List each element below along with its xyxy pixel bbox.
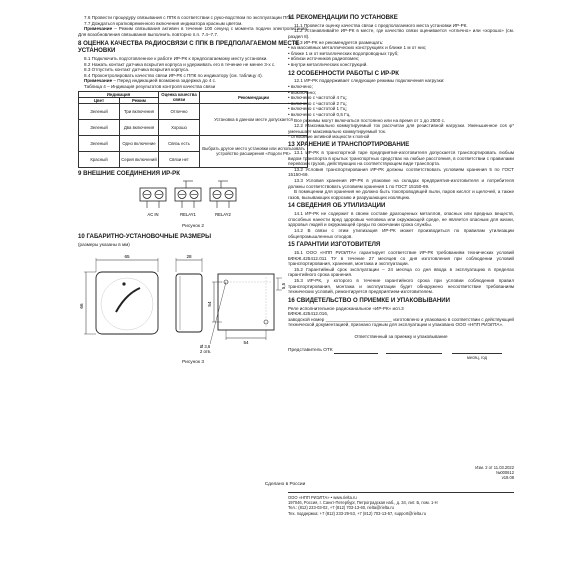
terminal-relay2 xyxy=(210,181,236,208)
dim-54-horizontal: 54 xyxy=(243,339,249,345)
doc-code: №000612 xyxy=(495,469,514,475)
name-line xyxy=(386,353,442,354)
label-ac-in: AC IN xyxy=(147,212,159,218)
s12-line: 12.1 ИР-РК поддерживает следующие режимы подключения нагрузки: xyxy=(294,78,445,84)
dim-hole-count: 2 отв. xyxy=(200,348,212,354)
dimension-drawing xyxy=(78,248,308,360)
s12-bullet: • включено с частотой 2 Гц; xyxy=(288,100,347,106)
company-support: Тех. поддержка: +7 (812) 233-29-53, +7 (812) 703-13-57, support@rielta.ru xyxy=(288,510,427,516)
s8-line: 8.1 Подключить подготовленное к работе ИР-РК к предполагаемому месту установки. xyxy=(84,55,268,61)
s16-line: Реле исполнительное радиоканальное «ИР-РК» исп.3 xyxy=(288,305,404,311)
note-1 xyxy=(78,26,308,37)
cell-mode: Два включения xyxy=(120,119,159,135)
cell-mode: Одно включение xyxy=(120,135,159,151)
date-line xyxy=(452,353,502,354)
s14-line: 14.1 ИР-РК не содержит в своем составе драгоценных металлов, опасных или вредных веществ, способных нанести вред здоровью человека или окружающей среде, не является опасным для жизни, здоровья людей и окружающей среды по окончании срока службы. xyxy=(288,211,514,228)
intro-7-6: 7.6 Провести процедуру связывания с ППК в соответствии с руко-водством по эксплуатации ППК. xyxy=(84,15,294,20)
table-row xyxy=(79,135,308,151)
made-in-russia: Сделано в России xyxy=(264,482,306,487)
s12-bullet: • включено с частотой 0,5 Гц. xyxy=(288,111,351,117)
s11-line: 11.2 Устанавливайте ИР-РК в месте, где качество связи оценивается «отлично» или «хорошо» (см. раздел 8). xyxy=(288,28,514,39)
s13-line: 13.3 Условия хранения ИР-РК в упаковке на складах предприятия-изготовителя и потребителя должны соответствовать условиям хранения 1 по ГОСТ 15150-69. xyxy=(288,178,514,189)
date-caption: месяц, год xyxy=(467,354,487,360)
th-mode: Режим xyxy=(120,97,159,103)
mount-view xyxy=(200,274,286,354)
dim-54-vertical: 54 xyxy=(207,301,212,307)
label-relay2: RELAY2 xyxy=(215,212,231,218)
cell-quality: Хорошо xyxy=(159,119,200,135)
cell-color: Зеленый xyxy=(79,119,120,135)
company-name: ООО «НПП РИЭЛТА» • www.rielta.ru xyxy=(288,495,357,500)
section-13-title: 13 ХРАНЕНИЕ И ТРАНСПОРТИРОВАНИЕ xyxy=(288,141,410,149)
s12-bullet: • выключено; xyxy=(288,89,317,95)
terminal-ac-in xyxy=(140,188,166,208)
cell-quality: Отлично xyxy=(159,103,200,119)
s13-line: 13.1 ИР-РК в транспортной таре предприятия-изготовителя допускается транспортировать любым видом транспорта в крытых транспортных средствах на любые расстояния, в соответствии с правилами перевозки грузов, действующих на соответствующем виде транспорта. xyxy=(288,150,514,167)
front-view xyxy=(79,254,158,334)
signature-line xyxy=(334,353,378,354)
note-1-text: – Режим связывания активен в течение 100 секунд с момента подачи электропитания. Для возобновления связывания выполнить повторно п.п. 7.4–7.7. xyxy=(78,26,308,37)
company-block xyxy=(288,495,514,516)
dim-hole-diameter: Ø 3,6 xyxy=(200,343,211,349)
cell-reco-1: Установка в данном месте допускается xyxy=(200,103,308,135)
cell-quality: Связь есть xyxy=(159,135,200,151)
s11-bullet: • внутри металлических конструкций. xyxy=(288,61,368,67)
s15-line: 15.2 Гарантийный срок эксплуатации – 24 месяца со дня ввода в эксплуатацию в пределах гарантийного срока хранения. xyxy=(288,266,514,278)
s13-line: В помещении для хранения не должно быть токопроводящей пыли, паров кислот и щелочей, а также газов, вызывающих коррозию и разрушающих изоляцию. xyxy=(288,189,514,200)
footer-divider xyxy=(288,492,514,493)
note-2-label: Примечание xyxy=(84,78,113,84)
s12-bullet: • включено; xyxy=(288,83,313,89)
s12-bullet: • включено с частотой 4 Гц; xyxy=(288,95,347,101)
terminal-diagram xyxy=(78,178,308,224)
s11-line: 11.3 ИР-РК не рекомендуется размещать: xyxy=(294,39,384,45)
s11-bullet: • на массивных металлических конструкциях и ближе 1 м от них; xyxy=(288,45,427,51)
cell-mode: Три включения xyxy=(120,103,159,119)
s12-line: 12.2 Максимально коммутируемый ток рассчитан для резистивной нагрузки. Уменьшенное cos φ* уменьшает максимально коммутируемый ток. xyxy=(288,123,514,134)
note-1-label: Примечание xyxy=(84,26,113,32)
section-15-title: 15 ГАРАНТИИ ИЗГОТОВИТЕЛЯ xyxy=(288,241,381,249)
left-column xyxy=(78,15,308,370)
figure-3 xyxy=(78,248,308,370)
section-11-title: 11 РЕКОМЕНДАЦИИ ПО УСТАНОВКЕ xyxy=(288,14,398,21)
s11-bullet: • ближе 1 м от металлических водопроводных труб; xyxy=(288,50,399,56)
s8-line: 8.3 Отпустить контакт датчика вскрытия корпуса. xyxy=(84,67,190,73)
revision: Изм. 2 от 11.03.2022 xyxy=(475,465,514,470)
th-indication: Индикация xyxy=(79,91,159,97)
company-address: 197046, Россия, г. Санкт-Петербург, Петроградская наб., д. 34, лит. Б, пом. 1-Н xyxy=(288,500,438,506)
intro-7-7: 7.7 Дождаться кратковременного включения индикатора красным цветом. xyxy=(84,20,243,26)
dim-65: 65 xyxy=(124,253,130,259)
table-row xyxy=(79,103,308,119)
quality-table xyxy=(78,91,308,168)
cell-color: Зеленый xyxy=(79,135,120,151)
section-14-title: 14 СВЕДЕНИЯ ОБ УТИЛИЗАЦИИ xyxy=(288,202,386,210)
section-10-title: 10 ГАБАРИТНО-УСТАНОВОЧНЫЕ РАЗМЕРЫ xyxy=(78,233,212,241)
responsible-label: Ответственный за приемку и упаковывание xyxy=(354,333,448,339)
figure-2-caption: Рисунок 2 xyxy=(181,224,205,230)
s11-bullet: • вблизи источников радиопомех; xyxy=(288,56,360,62)
th-quality: Оценка качества связи xyxy=(159,91,200,103)
figure-2 xyxy=(78,178,308,232)
s12-line: Все режимы могут включаться постоянно или на время от 1 до 2500 с. xyxy=(294,117,446,123)
revision-block xyxy=(440,466,514,480)
note-2-text: – Перед индикацией возможна задержка до 4 с. xyxy=(112,78,217,84)
company-phones: Тел.: (812) 233-03-02, +7 (812) 703-13-60, rielta@rielta.ru xyxy=(288,505,394,511)
s16-line: БФКЖ.425412.016, xyxy=(288,311,329,317)
th-reco: Рекомендации xyxy=(200,91,308,103)
th-color: Цвет xyxy=(79,97,120,103)
section-9-title: 9 ВНЕШНИЕ СОЕДИНЕНИЯ ИР-РК xyxy=(78,169,180,177)
side-view xyxy=(176,254,202,332)
s16-line: заводской номер __________________________ изготовлено и упаковано в соответствии с действующей технической документацией, признано годным для эксплуатации и упаковано ООО «НПП РИЭЛТА». xyxy=(288,316,514,328)
dim-66: 66 xyxy=(79,303,84,309)
dim-5-5: 5,5 xyxy=(281,282,286,289)
figure-3-caption: Рисунок 3 xyxy=(181,359,205,365)
otk-label: Представитель ОТК xyxy=(288,347,333,353)
cell-color: Красный xyxy=(79,151,120,167)
s11-line: 11.1 Провести оценку качества связи с предполагаемого места установки ИР-РК. xyxy=(294,22,468,28)
s15-line: 15.1 ООО «НПП РИЭЛТА» гарантирует соответствие ИР-РК требованиям технических условий БФКЖ.425412.011 ТУ в течение 27 месяцев со дня изготовления при соблюдении условий транспортирования, хранения, монтажа и эксплуатации. xyxy=(288,249,514,267)
version: v19.08 xyxy=(501,474,514,480)
cell-mode: Серия включений xyxy=(120,151,159,167)
table-4-caption: Таблица 4 – Индикация результатов контроля качества связи xyxy=(84,83,216,89)
cell-reco-2: Выбрать другое место установки или использовать устройство расширения «Лодоги РК» xyxy=(200,135,308,167)
section-16-title: 16 СВИДЕТЕЛЬСТВО О ПРИЕМКЕ И УПАКОВЫВАНИИ xyxy=(288,296,451,304)
s13-line: 13.2 Условия транспортирования ИР-РК должны соответствовать условиям хранения 5 по ГОСТ 15150-69. xyxy=(288,166,514,178)
s15-line: 15.3 ИР-РК, у которого в течение гарантийного срока при условии соблюдения правил транспортирования, монтажа и эксплуатации будет обнаружено несоответствие требованиям технических условий, ремонтируется предприятием-изготовителем. xyxy=(288,277,514,295)
section-10-sub: (размеры указаны в мм) xyxy=(78,242,130,248)
otk-signature-block xyxy=(288,348,514,370)
s8-line: 8.4 Проконтролировать качество связи ИР-РК с ППК по индикатору (см. таблицу 4). xyxy=(84,72,263,78)
cell-color: Зеленый xyxy=(79,103,120,119)
s8-line: 8.2 Нажать контакт датчика вскрытия корпуса и удерживать его в течение не менее 3-х с. xyxy=(84,61,276,67)
s12-footnote: * Отношение активной мощности к полной xyxy=(288,134,370,140)
section-12-title: 12 ОСОБЕННОСТИ РАБОТЫ С ИР-РК xyxy=(288,69,400,77)
terminal-relay1 xyxy=(175,181,201,208)
cell-quality: Связи нет xyxy=(159,151,200,167)
s12-bullet: • включено с частотой 1 Гц; xyxy=(288,106,347,112)
dim-28: 28 xyxy=(186,253,192,259)
s14-line: 14.2 В связи с этим утилизация ИР-РК может производиться по правилам утилизации общепромышленных отходов. xyxy=(288,228,514,239)
label-relay1: RELAY1 xyxy=(180,212,196,218)
right-column xyxy=(288,15,514,370)
section-8-title: 8 ОЦЕНКА КАЧЕСТВА РАДИОСВЯЗИ С ППК В ПРЕДПОЛАГАЕМОМ МЕСТЕ УСТАНОВКИ xyxy=(78,40,300,55)
